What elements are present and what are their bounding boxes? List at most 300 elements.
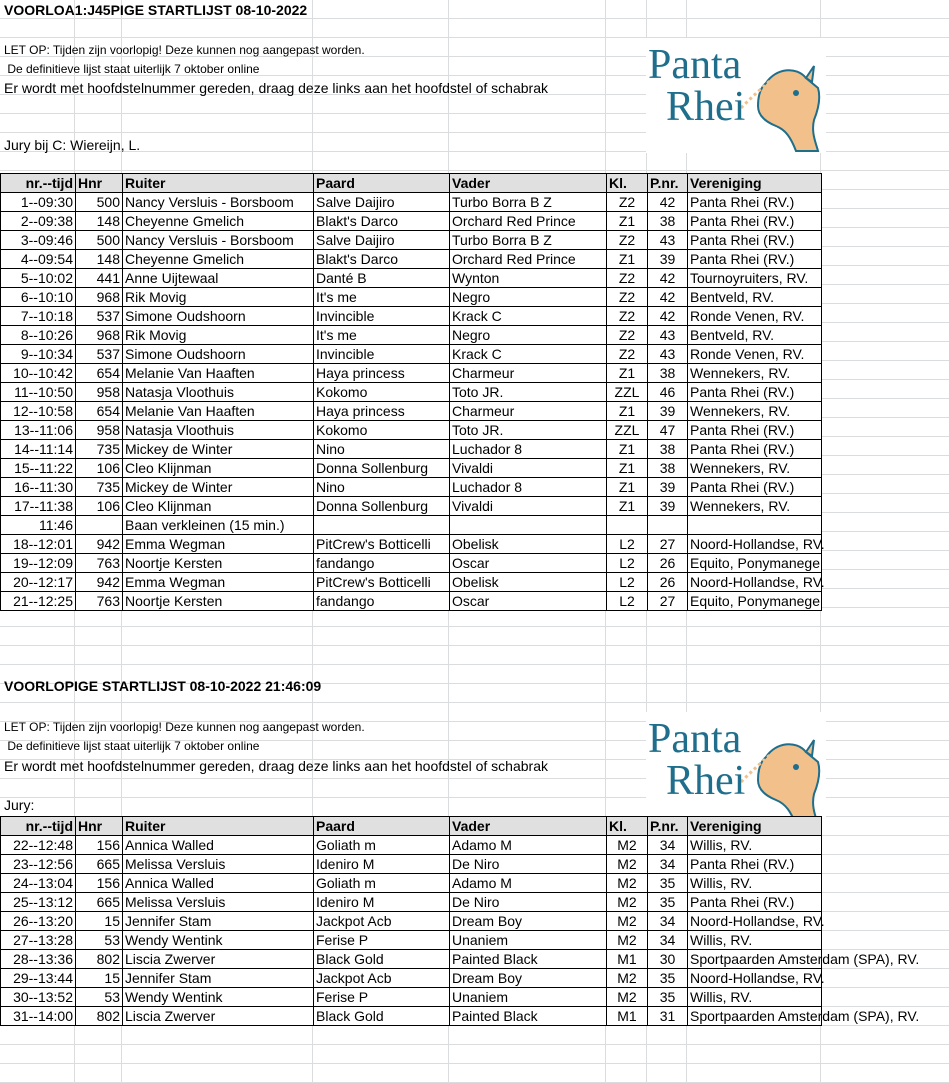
horse-cell: Ferise P (314, 931, 450, 950)
horse-cell: Kokomo (314, 421, 450, 440)
table-row (1, 440, 822, 459)
class-cell: Z2 (607, 193, 648, 212)
sire-cell: Obelisk (450, 573, 607, 592)
start-time-cell: 2--09:38 (1, 212, 76, 231)
head-number-cell: 106 (76, 459, 123, 478)
start-time-cell: 19--12:09 (1, 554, 76, 573)
sire-cell: Dream Boy (450, 912, 607, 931)
head-number-cell: 156 (76, 874, 123, 893)
horse-cell: Salve Daijiro (314, 231, 450, 250)
column-header: Vader (450, 174, 607, 193)
head-number-cell: 802 (76, 1007, 123, 1026)
column-header: P.nr. (648, 174, 688, 193)
rider-cell: Rik Movig (123, 326, 314, 345)
sire-cell: Painted Black (450, 950, 607, 969)
page-title-2: VOORLOPIGE STARTLIJST 08-10-2022 21:46:09 (4, 678, 322, 694)
table-row (1, 288, 822, 307)
sire-cell: Charmeur (450, 402, 607, 421)
jury-label: Jury bij C: Wiereijn, L. (4, 137, 141, 153)
table-row (1, 950, 822, 969)
horse-cell: Ideniro M (314, 855, 450, 874)
test-number-cell: 43 (648, 345, 688, 364)
rider-cell: Rik Movig (123, 288, 314, 307)
column-header: Kl. (607, 174, 648, 193)
rider-cell: Mickey de Winter (123, 478, 314, 497)
head-number-cell: 942 (76, 573, 123, 592)
club-cell: Panta Rhei (RV.) (688, 440, 822, 459)
sire-cell: Oscar (450, 592, 607, 611)
head-number-cell: 735 (76, 440, 123, 459)
sire-cell: Orchard Red Prince (450, 250, 607, 269)
club-cell: Willis, RV. (688, 931, 822, 950)
sire-cell: Orchard Red Prince (450, 212, 607, 231)
svg-text:Panta: Panta (648, 716, 742, 762)
horse-cell: fandango (314, 592, 450, 611)
class-cell: L2 (607, 592, 648, 611)
notice-line-3b: Er wordt met hoofdstelnummer gereden, draag deze links aan het hoofdstel of schabrak (4, 758, 548, 774)
sire-cell: Vivaldi (450, 497, 607, 516)
sire-cell: Charmeur (450, 364, 607, 383)
horse-cell: PitCrew's Botticelli (314, 573, 450, 592)
club-cell: Equito, Ponymanege (688, 592, 822, 611)
club-cell: Wennekers, RV. (688, 497, 822, 516)
table-row (1, 855, 822, 874)
rider-cell: Emma Wegman (123, 535, 314, 554)
club-cell: Panta Rhei (RV.) (688, 893, 822, 912)
horse-cell: Black Gold (314, 950, 450, 969)
column-header: Ruiter (123, 817, 314, 836)
rider-cell: Baan verkleinen (15 min.) (123, 516, 314, 535)
sire-cell: Krack C (450, 307, 607, 326)
class-cell: L2 (607, 535, 648, 554)
class-cell: Z2 (607, 288, 648, 307)
test-number-cell: 43 (648, 326, 688, 345)
sire-cell: Turbo Borra B Z (450, 231, 607, 250)
club-cell: Tournoyruiters, RV. (688, 269, 822, 288)
test-number-cell: 35 (648, 988, 688, 1007)
head-number-cell: 958 (76, 383, 123, 402)
head-number-cell: 537 (76, 345, 123, 364)
svg-text:Panta: Panta (648, 42, 742, 88)
horse-cell: Ferise P (314, 988, 450, 1007)
head-number-cell: 15 (76, 912, 123, 931)
start-time-cell: 8--10:26 (1, 326, 76, 345)
rider-cell: Liscia Zwerver (123, 1007, 314, 1026)
table-row (1, 988, 822, 1007)
table-row (1, 1007, 822, 1026)
table-row (1, 592, 822, 611)
class-cell: Z2 (607, 326, 648, 345)
sire-cell: Negro (450, 288, 607, 307)
rider-cell: Annica Walled (123, 836, 314, 855)
rider-cell: Nancy Versluis - Borsboom (123, 231, 314, 250)
test-number-cell: 39 (648, 250, 688, 269)
table-row (1, 459, 822, 478)
rider-cell: Cheyenne Gmelich (123, 212, 314, 231)
horse-cell: Jackpot Acb (314, 912, 450, 931)
club-cell: Ronde Venen, RV. (688, 345, 822, 364)
table-row (1, 193, 822, 212)
startlist-table-2 (0, 816, 920, 1026)
sire-cell: Dream Boy (450, 969, 607, 988)
test-number-cell: 46 (648, 383, 688, 402)
column-header: Kl. (607, 817, 648, 836)
horse-cell: Black Gold (314, 1007, 450, 1026)
column-header: Hnr (76, 817, 123, 836)
rider-cell: Wendy Wentink (123, 988, 314, 1007)
table-row (1, 554, 822, 573)
class-cell: M2 (607, 988, 648, 1007)
panta-rhei-logo-2 (646, 712, 826, 827)
rider-cell: Simone Oudshoorn (123, 307, 314, 326)
test-number-cell: 42 (648, 288, 688, 307)
start-time-cell: 23--12:56 (1, 855, 76, 874)
test-number-cell: 35 (648, 874, 688, 893)
notice-line-3: Er wordt met hoofdstelnummer gereden, draag deze links aan het hoofdstel of schabrak (4, 80, 548, 96)
class-cell: Z1 (607, 212, 648, 231)
rider-cell: Liscia Zwerver (123, 950, 314, 969)
test-number-cell: 34 (648, 855, 688, 874)
table-row (1, 383, 822, 402)
class-cell: ZZL (607, 383, 648, 402)
sire-cell: Obelisk (450, 535, 607, 554)
table-row (1, 912, 822, 931)
sire-cell: Turbo Borra B Z (450, 193, 607, 212)
horse-head-icon (646, 38, 826, 153)
club-cell: Bentveld, RV. (688, 288, 822, 307)
start-time-cell: 17--11:38 (1, 497, 76, 516)
start-time-cell: 25--13:12 (1, 893, 76, 912)
rider-cell: Mickey de Winter (123, 440, 314, 459)
rider-cell: Cleo Klijnman (123, 497, 314, 516)
table-row (1, 874, 822, 893)
club-cell: Sportpaarden Amsterdam (SPA), RV. (688, 950, 822, 969)
start-time-cell: 4--09:54 (1, 250, 76, 269)
head-number-cell: 156 (76, 836, 123, 855)
test-number-cell: 38 (648, 459, 688, 478)
test-number-cell: 34 (648, 912, 688, 931)
class-cell: M2 (607, 874, 648, 893)
rider-cell: Natasja Vloothuis (123, 421, 314, 440)
rider-cell: Cheyenne Gmelich (123, 250, 314, 269)
club-cell: Panta Rhei (RV.) (688, 421, 822, 440)
rider-cell: Melanie Van Haaften (123, 402, 314, 421)
start-time-cell: 28--13:36 (1, 950, 76, 969)
start-time-cell: 24--13:04 (1, 874, 76, 893)
club-cell: Equito, Ponymanege (688, 554, 822, 573)
club-cell: Wennekers, RV. (688, 459, 822, 478)
table-header-row (1, 174, 822, 193)
club-cell: Panta Rhei (RV.) (688, 855, 822, 874)
club-cell (688, 516, 822, 535)
sire-cell: Painted Black (450, 1007, 607, 1026)
table-header-row (1, 817, 822, 836)
start-time-cell: 14--11:14 (1, 440, 76, 459)
panta-rhei-logo (646, 38, 826, 153)
test-number-cell: 26 (648, 573, 688, 592)
test-number-cell: 30 (648, 950, 688, 969)
sire-cell: Wynton (450, 269, 607, 288)
head-number-cell: 15 (76, 969, 123, 988)
head-number-cell: 53 (76, 931, 123, 950)
class-cell: Z2 (607, 231, 648, 250)
start-time-cell: 16--11:30 (1, 478, 76, 497)
class-cell: M2 (607, 912, 648, 931)
column-header: Ruiter (123, 174, 314, 193)
rider-cell: Noortje Kersten (123, 554, 314, 573)
head-number-cell: 942 (76, 535, 123, 554)
horse-cell: Ideniro M (314, 893, 450, 912)
rider-cell: Melissa Versluis (123, 893, 314, 912)
head-number-cell: 735 (76, 478, 123, 497)
horse-cell: It's me (314, 288, 450, 307)
class-cell: M2 (607, 931, 648, 950)
horse-cell: Donna Sollenburg (314, 497, 450, 516)
start-time-cell: 11:46 (1, 516, 76, 535)
head-number-cell: 763 (76, 554, 123, 573)
horse-head-icon (646, 712, 826, 827)
club-cell: Panta Rhei (RV.) (688, 478, 822, 497)
start-time-cell: 6--10:10 (1, 288, 76, 307)
rider-cell: Emma Wegman (123, 573, 314, 592)
table-row (1, 212, 822, 231)
sire-cell: Adamo M (450, 874, 607, 893)
test-number-cell: 42 (648, 307, 688, 326)
class-cell: M1 (607, 1007, 648, 1026)
table-row (1, 231, 822, 250)
start-time-cell: 15--11:22 (1, 459, 76, 478)
horse-cell: Nino (314, 478, 450, 497)
start-time-cell: 20--12:17 (1, 573, 76, 592)
rider-cell: Jennifer Stam (123, 912, 314, 931)
head-number-cell: 958 (76, 421, 123, 440)
class-cell: Z1 (607, 250, 648, 269)
test-number-cell: 39 (648, 497, 688, 516)
horse-cell: It's me (314, 326, 450, 345)
club-cell: Sportpaarden Amsterdam (SPA), RV. (688, 1007, 822, 1026)
test-number-cell: 43 (648, 231, 688, 250)
start-time-cell: 30--13:52 (1, 988, 76, 1007)
sire-cell: Luchador 8 (450, 440, 607, 459)
start-time-cell: 21--12:25 (1, 592, 76, 611)
horse-cell: Invincible (314, 307, 450, 326)
start-time-cell: 10--10:42 (1, 364, 76, 383)
head-number-cell: 500 (76, 231, 123, 250)
club-cell: Panta Rhei (RV.) (688, 250, 822, 269)
column-header: nr.--tijd (1, 174, 76, 193)
start-time-cell: 18--12:01 (1, 535, 76, 554)
table-row (1, 345, 822, 364)
head-number-cell: 500 (76, 193, 123, 212)
head-number-cell: 654 (76, 364, 123, 383)
horse-cell: fandango (314, 554, 450, 573)
start-time-cell: 29--13:44 (1, 969, 76, 988)
head-number-cell: 802 (76, 950, 123, 969)
rider-cell: Cleo Klijnman (123, 459, 314, 478)
test-number-cell: 47 (648, 421, 688, 440)
club-cell: Ronde Venen, RV. (688, 307, 822, 326)
sire-cell: Adamo M (450, 836, 607, 855)
table-row (1, 421, 822, 440)
head-number-cell: 665 (76, 893, 123, 912)
head-number-cell: 148 (76, 250, 123, 269)
test-number-cell: 35 (648, 969, 688, 988)
start-time-cell: 27--13:28 (1, 931, 76, 950)
club-cell: Panta Rhei (RV.) (688, 212, 822, 231)
table-row (1, 893, 822, 912)
head-number-cell: 654 (76, 402, 123, 421)
notice-line-2: De definitieve lijst staat uiterlijk 7 oktober online (4, 62, 260, 76)
class-cell: M2 (607, 969, 648, 988)
horse-cell: Goliath m (314, 874, 450, 893)
table-row (1, 307, 822, 326)
club-cell: Noord-Hollandse, RV. (688, 912, 822, 931)
sire-cell: Vivaldi (450, 459, 607, 478)
class-cell: M2 (607, 836, 648, 855)
head-number-cell: 148 (76, 212, 123, 231)
horse-cell: Haya princess (314, 402, 450, 421)
test-number-cell: 39 (648, 478, 688, 497)
rider-cell: Simone Oudshoorn (123, 345, 314, 364)
test-number-cell: 35 (648, 893, 688, 912)
sire-cell: Oscar (450, 554, 607, 573)
horse-cell: Jackpot Acb (314, 969, 450, 988)
test-number-cell: 34 (648, 836, 688, 855)
class-cell: Z1 (607, 364, 648, 383)
page-title: VOORLOA1:J45PIGE STARTLIJST 08-10-2022 (4, 2, 308, 18)
horse-cell: Blakt's Darco (314, 250, 450, 269)
test-number-cell: 27 (648, 535, 688, 554)
jury-label-2: Jury: (4, 797, 35, 813)
horse-cell: Goliath m (314, 836, 450, 855)
table-row (1, 478, 822, 497)
table-row (1, 535, 822, 554)
rider-cell: Melanie Van Haaften (123, 364, 314, 383)
rider-cell: Noortje Kersten (123, 592, 314, 611)
test-number-cell: 38 (648, 440, 688, 459)
sire-cell: Krack C (450, 345, 607, 364)
table-row (1, 969, 822, 988)
club-cell: Willis, RV. (688, 988, 822, 1007)
horse-cell: Salve Daijiro (314, 193, 450, 212)
startlist-table-1 (0, 173, 825, 611)
class-cell: M2 (607, 893, 648, 912)
column-header: Hnr (76, 174, 123, 193)
test-number-cell: 42 (648, 193, 688, 212)
head-number-cell (76, 516, 123, 535)
test-number-cell: 27 (648, 592, 688, 611)
column-header: Paard (314, 174, 450, 193)
head-number-cell: 968 (76, 288, 123, 307)
horse-cell: Danté B (314, 269, 450, 288)
head-number-cell: 537 (76, 307, 123, 326)
club-cell: Noord-Hollandse, RV. (688, 573, 822, 592)
class-cell (607, 516, 648, 535)
head-number-cell: 53 (76, 988, 123, 1007)
rider-cell: Wendy Wentink (123, 931, 314, 950)
class-cell: Z2 (607, 307, 648, 326)
test-number-cell: 38 (648, 364, 688, 383)
start-time-cell: 7--10:18 (1, 307, 76, 326)
test-number-cell: 31 (648, 1007, 688, 1026)
notice-line-1: LET OP: Tijden zijn voorlopig! Deze kunnen nog aangepast worden. (4, 43, 365, 57)
rider-cell: Anne Uijtewaal (123, 269, 314, 288)
svg-text:Rhei: Rhei (666, 758, 746, 804)
table-row (1, 836, 822, 855)
sire-cell: Luchador 8 (450, 478, 607, 497)
head-number-cell: 106 (76, 497, 123, 516)
table-row (1, 250, 822, 269)
test-number-cell: 38 (648, 212, 688, 231)
horse-cell: Nino (314, 440, 450, 459)
start-time-cell: 31--14:00 (1, 1007, 76, 1026)
head-number-cell: 763 (76, 592, 123, 611)
table-row (1, 269, 822, 288)
rider-cell: Annica Walled (123, 874, 314, 893)
rider-cell: Nancy Versluis - Borsboom (123, 193, 314, 212)
table-row (1, 497, 822, 516)
class-cell: M1 (607, 950, 648, 969)
class-cell: L2 (607, 573, 648, 592)
table-row (1, 402, 822, 421)
start-time-cell: 3--09:46 (1, 231, 76, 250)
test-number-cell: 39 (648, 402, 688, 421)
club-cell: Panta Rhei (RV.) (688, 193, 822, 212)
column-header: Paard (314, 817, 450, 836)
horse-cell: Invincible (314, 345, 450, 364)
start-time-cell: 12--10:58 (1, 402, 76, 421)
class-cell: Z1 (607, 497, 648, 516)
start-time-cell: 13--11:06 (1, 421, 76, 440)
club-cell: Bentveld, RV. (688, 326, 822, 345)
table-row (1, 364, 822, 383)
start-time-cell: 1--09:30 (1, 193, 76, 212)
sire-cell: Unaniem (450, 931, 607, 950)
class-cell: Z1 (607, 459, 648, 478)
table-row (1, 326, 822, 345)
head-number-cell: 968 (76, 326, 123, 345)
start-time-cell: 9--10:34 (1, 345, 76, 364)
sire-cell (450, 516, 607, 535)
club-cell: Wennekers, RV. (688, 402, 822, 421)
club-cell: Panta Rhei (RV.) (688, 383, 822, 402)
horse-cell: Kokomo (314, 383, 450, 402)
club-cell: Panta Rhei (RV.) (688, 231, 822, 250)
club-cell: Willis, RV. (688, 874, 822, 893)
horse-cell: Donna Sollenburg (314, 459, 450, 478)
class-cell: Z1 (607, 478, 648, 497)
club-cell: Noord-Hollandse, RV. (688, 969, 822, 988)
svg-text:Rhei: Rhei (666, 84, 746, 130)
sire-cell: Toto JR. (450, 383, 607, 402)
class-cell: Z1 (607, 402, 648, 421)
class-cell: Z1 (607, 440, 648, 459)
class-cell: Z2 (607, 345, 648, 364)
horse-cell: Blakt's Darco (314, 212, 450, 231)
column-header: P.nr. (648, 817, 688, 836)
rider-cell: Jennifer Stam (123, 969, 314, 988)
test-number-cell: 26 (648, 554, 688, 573)
column-header: Vereniging (688, 174, 822, 193)
rider-cell: Melissa Versluis (123, 855, 314, 874)
horse-cell: PitCrew's Botticelli (314, 535, 450, 554)
head-number-cell: 665 (76, 855, 123, 874)
start-time-cell: 5--10:02 (1, 269, 76, 288)
sire-cell: Negro (450, 326, 607, 345)
rider-cell: Natasja Vloothuis (123, 383, 314, 402)
notice-line-1b: LET OP: Tijden zijn voorlopig! Deze kunnen nog aangepast worden. (4, 720, 365, 734)
club-cell: Willis, RV. (688, 836, 822, 855)
